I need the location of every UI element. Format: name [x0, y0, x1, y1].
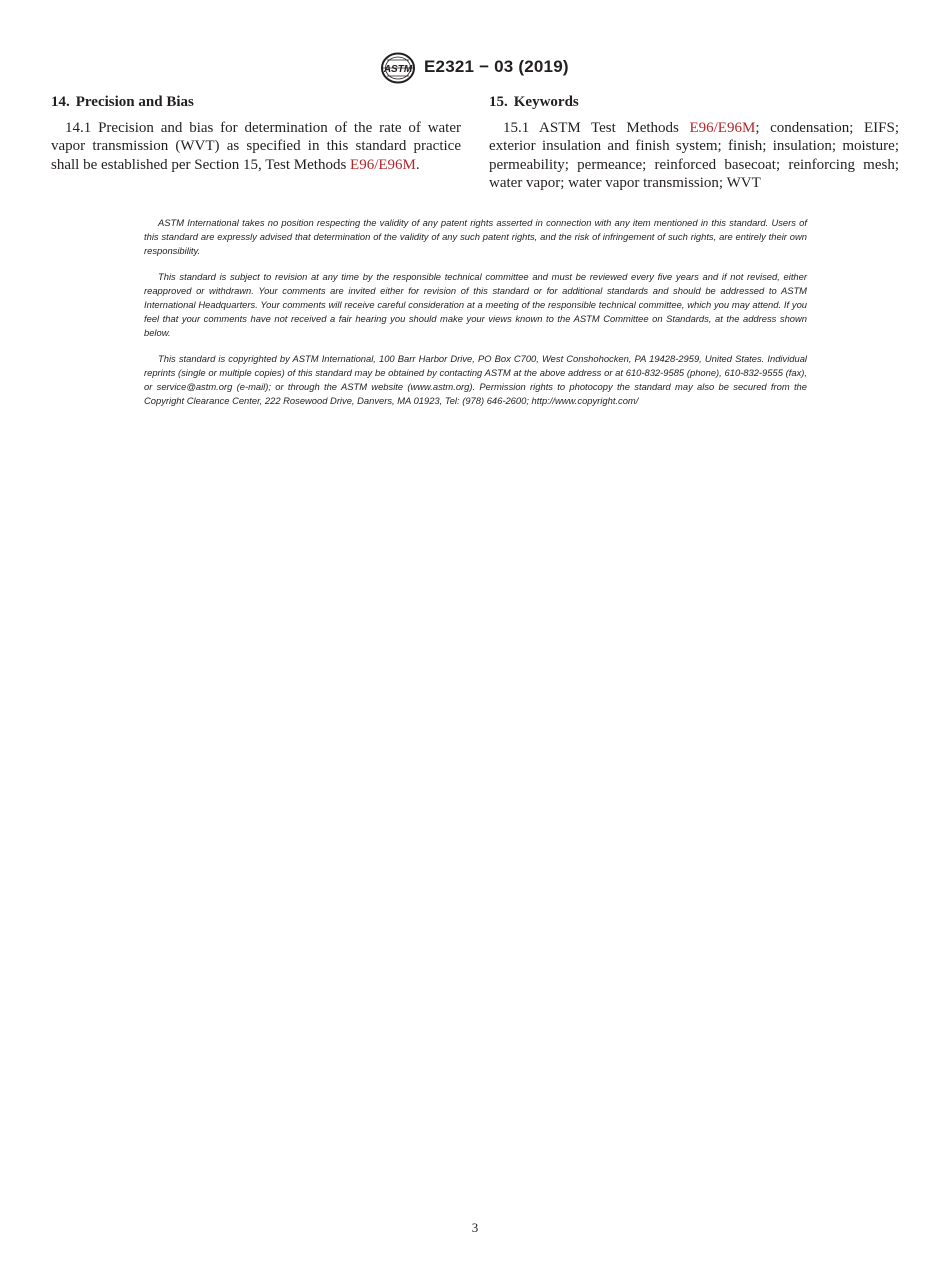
revision-notice: This standard is subject to revision at any time by the responsible technical committee and must be reviewed every five years and if not revised, either reapproved or withdrawn. Your comments are invited either for revision of this standard or for additional standards and should be addressed to ASTM International Headquarters. Your comments will receive careful consideration at a meeting of the responsible technical committee, which you may attend. If you feel that your comments have not received a fair hearing you should make your views known to the ASTM Committee on Standards, at the address shown below. — [144, 271, 807, 338]
section-precision-bias — [51, 93, 461, 174]
paragraph-text-end: ; condensation; EIFS; exterior insulation and finish system; finish; insulation; moisture; permeability; permeance; reinforced basecoat; reinforcing mesh; water vapor; water vapor transmission; WVT — [489, 119, 899, 192]
paragraph-number: 15.1 — [503, 119, 530, 136]
section-title: Precision and Bias — [75, 94, 194, 110]
paragraph-text-end: . — [415, 156, 420, 173]
legal-notices — [144, 216, 807, 421]
paragraph-number: 14.1 — [65, 119, 92, 136]
reference-link-e96[interactable]: E96/E96M — [350, 156, 416, 173]
reference-link-e96[interactable]: E96/E96M — [689, 119, 756, 136]
paragraph-text: ASTM Test Methods — [529, 119, 690, 136]
page-number: 3 — [471, 1220, 479, 1235]
section-number: 14. — [51, 94, 70, 110]
svg-text:ASTM: ASTM — [383, 64, 413, 75]
section-paragraph — [51, 119, 461, 175]
page-header — [0, 52, 950, 86]
section-number: 15. — [489, 94, 508, 110]
section-heading — [489, 93, 899, 112]
section-title: Keywords — [513, 94, 579, 110]
section-paragraph — [489, 119, 899, 193]
copyright-notice: This standard is copyrighted by ASTM International, 100 Barr Harbor Drive, PO Box C700, West Conshohocken, PA 19428-2959, United States. Individual reprints (single or multiple copies) of this standard may be obtained by contacting ASTM at the above address or at 610-832-9585 (phone), 610-832-9555 (fax), or service@astm.org (e-mail); or through the ASTM website (www.astm.org). Permission rights to photocopy the standard may also be secured from the Copyright Clearance Center, 222 Rosewood Drive, Danvers, MA 01923, Tel: (978) 646-2600; http://www.copyright.com/ — [144, 353, 807, 406]
astm-logo-icon — [380, 52, 416, 84]
patent-notice: ASTM International takes no position respecting the validity of any patent rights asserted in connection with any item mentioned in this standard. Users of this standard are expressly advised that determination of the validity of any such patent rights, and the risk of infringement of such rights, are entirely their own responsibility. — [144, 217, 807, 256]
section-heading — [51, 93, 461, 112]
standard-designation: E2321 − 03 (2019) — [424, 57, 569, 76]
paragraph-text: Precision and bias for determination of the rate of water vapor transmission (WVT) as specified in this standard practice shall be established per Section 15, Test Methods — [51, 119, 461, 173]
section-keywords — [489, 93, 899, 193]
